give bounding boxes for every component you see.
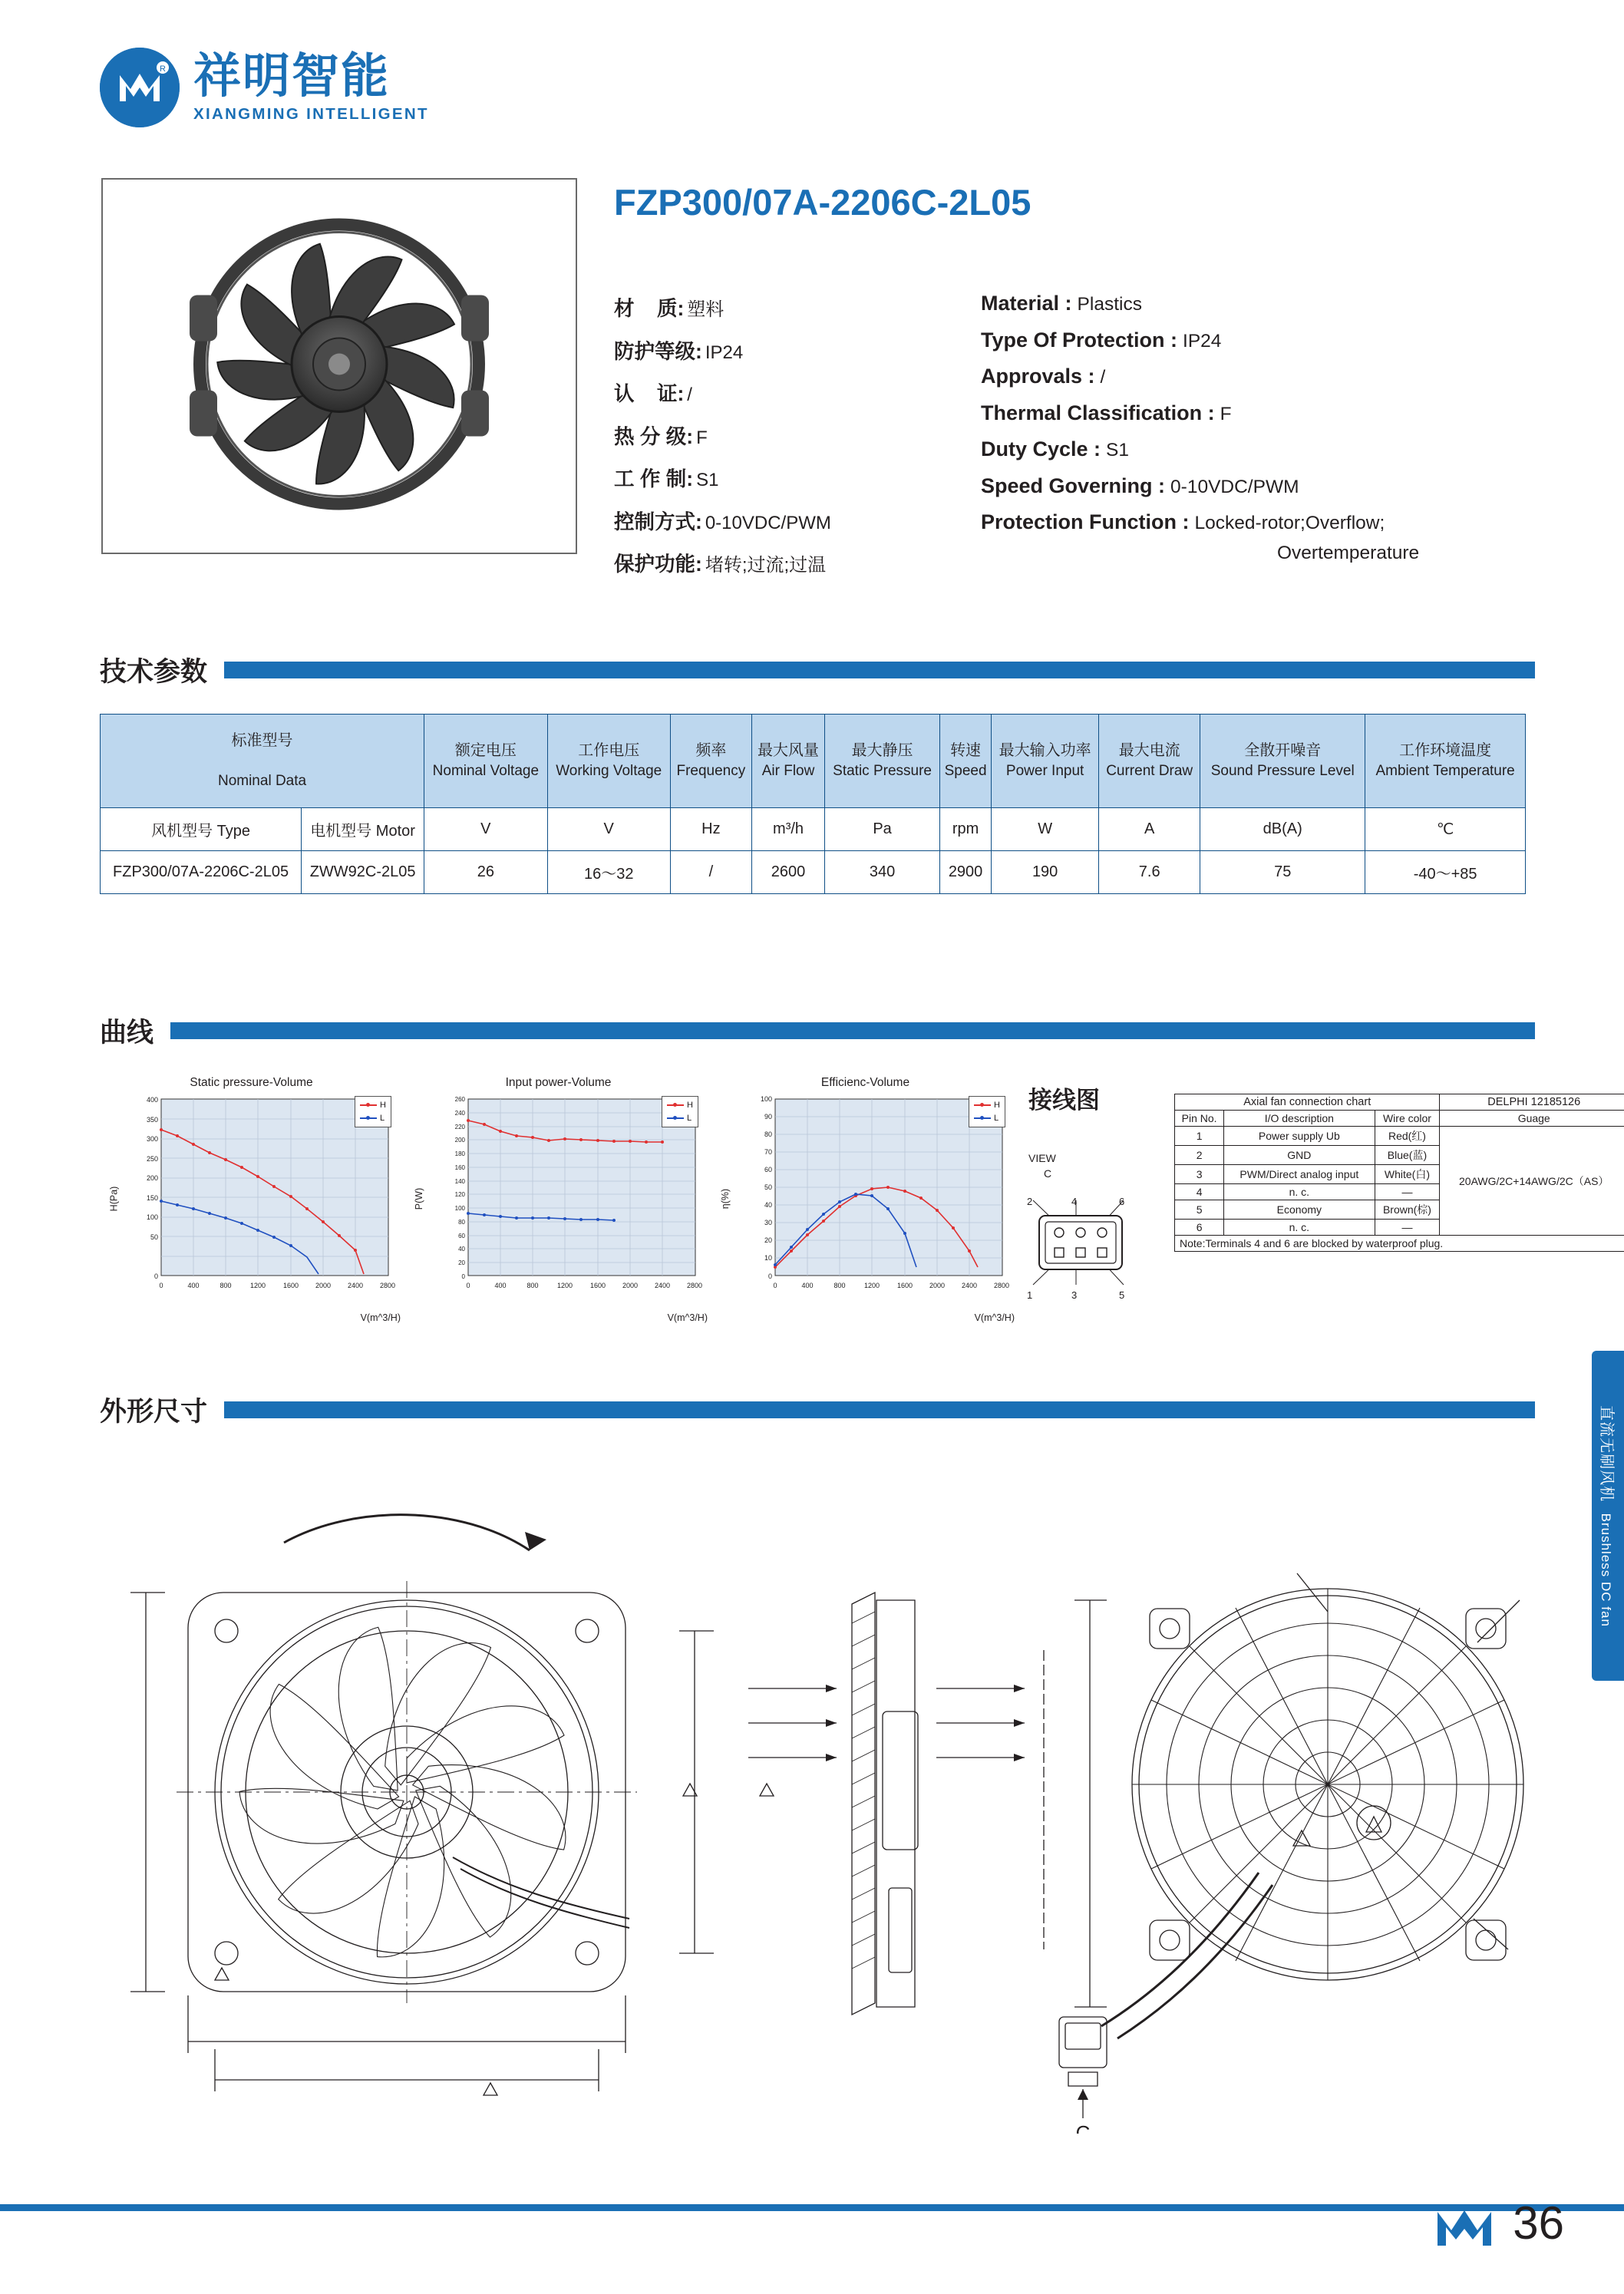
svg-text:2800: 2800 bbox=[379, 1282, 396, 1289]
cell-unit: 电机型号 Motor bbox=[302, 808, 424, 851]
section-header-params bbox=[100, 651, 1535, 689]
svg-text:80: 80 bbox=[458, 1219, 465, 1226]
svg-text:2: 2 bbox=[1027, 1196, 1033, 1207]
legend-label: H bbox=[994, 1101, 1000, 1110]
brand-name-en: XIANGMING INTELLIGENT bbox=[193, 105, 429, 124]
svg-text:90: 90 bbox=[764, 1113, 772, 1121]
legend-label: L bbox=[380, 1113, 385, 1123]
section-label-c: C bbox=[1075, 2121, 1091, 2134]
svg-text:220: 220 bbox=[454, 1124, 465, 1130]
section-rule bbox=[224, 662, 1535, 678]
th-cn: 频率 bbox=[695, 742, 727, 760]
dimension-drawings bbox=[100, 1458, 1543, 2134]
cell-io: GND bbox=[1224, 1146, 1375, 1165]
svg-text:800: 800 bbox=[526, 1282, 539, 1289]
page-title: FZP300/07A-2206C-2L05 bbox=[614, 182, 1032, 223]
spec-value: S1 bbox=[696, 470, 719, 490]
svg-text:200: 200 bbox=[146, 1174, 158, 1182]
th-en: Air Flow bbox=[761, 763, 815, 780]
connection-chart-table bbox=[1174, 1094, 1624, 1252]
cell-value: -40～+85 bbox=[1365, 851, 1526, 894]
connector-pinout-diagram bbox=[1012, 1134, 1165, 1311]
chart-x-label: V(m^3/H) bbox=[360, 1312, 401, 1323]
svg-text:60: 60 bbox=[764, 1166, 772, 1173]
chart-static-pressure bbox=[100, 1076, 403, 1341]
svg-text:50: 50 bbox=[764, 1183, 772, 1191]
cell-unit: Pa bbox=[825, 808, 940, 851]
cell-value: / bbox=[670, 851, 751, 894]
svg-text:2000: 2000 bbox=[315, 1282, 332, 1289]
th-speed bbox=[940, 715, 992, 808]
svg-text:100: 100 bbox=[146, 1213, 158, 1221]
svg-text:R: R bbox=[160, 64, 166, 74]
th-cn: 标准型号 bbox=[231, 732, 293, 750]
brand-logo bbox=[100, 48, 429, 127]
chart-y-label: H(Pa) bbox=[108, 1186, 120, 1212]
svg-text:0: 0 bbox=[153, 1272, 158, 1280]
spec-row-speed-cn bbox=[614, 505, 982, 535]
cell-value: 16～32 bbox=[547, 851, 670, 894]
svg-text:0: 0 bbox=[461, 1273, 465, 1280]
th-static-pressure bbox=[825, 715, 940, 808]
spec-label: Protection Function : bbox=[981, 510, 1190, 533]
svg-text:4: 4 bbox=[1071, 1196, 1078, 1207]
spec-row-protection-cn bbox=[614, 335, 982, 365]
spec-row-duty-en bbox=[981, 437, 1564, 461]
svg-text:1600: 1600 bbox=[896, 1282, 913, 1289]
chart-legend bbox=[969, 1096, 1005, 1127]
cell-pin: 6 bbox=[1175, 1220, 1224, 1236]
spec-label: 保护功能: bbox=[614, 553, 702, 576]
svg-text:40: 40 bbox=[458, 1246, 465, 1253]
spec-value: 堵转;过流;过温 bbox=[705, 555, 827, 576]
th-current-draw bbox=[1099, 715, 1200, 808]
svg-text:2400: 2400 bbox=[347, 1282, 364, 1289]
th-en: Static Pressure bbox=[833, 763, 932, 780]
parameter-table bbox=[100, 714, 1526, 894]
svg-text:150: 150 bbox=[146, 1194, 158, 1202]
th-frequency bbox=[670, 715, 751, 808]
cell-pin: 1 bbox=[1175, 1127, 1224, 1146]
th-en: Nominal Data bbox=[217, 773, 307, 790]
spec-label: Speed Governing : bbox=[981, 474, 1166, 497]
chart-title: Input power-Volume bbox=[505, 1076, 612, 1089]
th-en: Sound Pressure Level bbox=[1210, 763, 1355, 780]
spec-value: / bbox=[687, 385, 692, 405]
spec-value: 0-10VDC/PWM bbox=[1170, 476, 1299, 497]
spec-value: 塑料 bbox=[687, 299, 725, 320]
spec-value: IP24 bbox=[705, 342, 744, 363]
svg-text:0: 0 bbox=[773, 1282, 777, 1289]
spec-row-approvals-cn bbox=[614, 377, 982, 407]
th-cn: 额定电压 bbox=[454, 742, 517, 760]
svg-text:60: 60 bbox=[458, 1233, 465, 1239]
svg-text:VIEW: VIEW bbox=[1028, 1152, 1056, 1164]
cell-color: — bbox=[1375, 1184, 1440, 1200]
cell-unit: dB(A) bbox=[1200, 808, 1365, 851]
spec-label: Thermal Classification : bbox=[981, 401, 1215, 424]
svg-text:10: 10 bbox=[764, 1254, 772, 1262]
svg-text:40: 40 bbox=[764, 1201, 772, 1209]
spec-value: 0-10VDC/PWM bbox=[705, 512, 831, 533]
cell-unit: ℃ bbox=[1365, 808, 1526, 851]
col-gauge: Guage bbox=[1440, 1111, 1624, 1127]
spec-label: 认 证: bbox=[614, 382, 685, 405]
spec-value: F bbox=[1220, 403, 1232, 424]
svg-text:C: C bbox=[1044, 1167, 1052, 1180]
svg-text:300: 300 bbox=[146, 1135, 158, 1143]
chart-legend bbox=[662, 1096, 698, 1127]
legend-label: L bbox=[994, 1113, 999, 1123]
chart-x-label: V(m^3/H) bbox=[667, 1312, 708, 1323]
th-cn: 全散开噪音 bbox=[1244, 742, 1322, 760]
svg-text:1200: 1200 bbox=[556, 1282, 573, 1289]
spec-list-cn bbox=[614, 292, 982, 590]
th-cn: 工作电压 bbox=[578, 742, 640, 760]
table-row-data bbox=[101, 851, 1526, 894]
chart-efficiency bbox=[714, 1076, 1017, 1341]
svg-text:20: 20 bbox=[764, 1236, 772, 1244]
legend-label: H bbox=[687, 1101, 693, 1110]
th-nominal-voltage bbox=[424, 715, 548, 808]
cell-value: 75 bbox=[1200, 851, 1365, 894]
cell-value: 2900 bbox=[940, 851, 992, 894]
m-mark-icon bbox=[1431, 2195, 1497, 2261]
cell-unit: Hz bbox=[670, 808, 751, 851]
svg-text:80: 80 bbox=[764, 1130, 772, 1138]
spec-row-approvals-en bbox=[981, 365, 1564, 388]
svg-text:400: 400 bbox=[494, 1282, 507, 1289]
spec-label: 工 作 制: bbox=[614, 467, 694, 490]
svg-text:3: 3 bbox=[1071, 1289, 1078, 1301]
spec-row-duty-cn bbox=[614, 462, 982, 492]
cell-pin: 4 bbox=[1175, 1184, 1224, 1200]
spec-label: 控制方式: bbox=[614, 510, 702, 533]
cell-value: 26 bbox=[424, 851, 548, 894]
svg-text:1600: 1600 bbox=[589, 1282, 606, 1289]
spec-label: 材 质: bbox=[614, 297, 685, 320]
chart-input-power bbox=[407, 1076, 710, 1341]
svg-text:400: 400 bbox=[146, 1096, 158, 1104]
chart-x-label: V(m^3/H) bbox=[974, 1312, 1015, 1323]
th-en: Frequency bbox=[676, 763, 746, 780]
svg-text:350: 350 bbox=[146, 1116, 158, 1124]
table-row bbox=[1175, 1127, 1624, 1146]
svg-text:2800: 2800 bbox=[993, 1282, 1010, 1289]
svg-text:30: 30 bbox=[764, 1219, 772, 1226]
th-en: Ambient Temperature bbox=[1375, 763, 1515, 780]
spec-label: Approvals : bbox=[981, 365, 1095, 388]
cell-color: Blue(蓝) bbox=[1375, 1146, 1440, 1165]
cell-color: — bbox=[1375, 1220, 1440, 1236]
spec-value: F bbox=[696, 427, 708, 448]
svg-text:120: 120 bbox=[454, 1191, 465, 1198]
th-cn: 最大风量 bbox=[758, 742, 820, 760]
spec-row-thermal-en bbox=[981, 401, 1564, 425]
spec-label: 防护等级: bbox=[614, 339, 702, 363]
th-en: Speed bbox=[944, 763, 987, 780]
chart-y-label: P(W) bbox=[414, 1187, 425, 1210]
cell-unit: A bbox=[1099, 808, 1200, 851]
cell-value: FZP300/07A-2206C-2L05 bbox=[101, 851, 302, 894]
th-cn: 最大静压 bbox=[851, 742, 913, 760]
spec-value-continued: Overtemperature bbox=[1277, 542, 1420, 563]
chart-title: Static pressure-Volume bbox=[190, 1076, 313, 1089]
spec-row-thermal-cn bbox=[614, 420, 982, 450]
legend-label: H bbox=[380, 1101, 386, 1110]
spec-label: Duty Cycle : bbox=[981, 437, 1101, 460]
spec-label: Material : bbox=[981, 292, 1072, 315]
spec-row-protfunc-en bbox=[981, 510, 1564, 534]
col-wire-color: Wire color bbox=[1375, 1111, 1440, 1127]
side-tab-en: Brushless DC fan bbox=[1598, 1513, 1613, 1627]
spec-row-protection-en bbox=[981, 328, 1564, 352]
th-cn: 工作环境温度 bbox=[1399, 742, 1492, 760]
footer-rule bbox=[0, 2204, 1624, 2211]
th-en: Nominal Voltage bbox=[432, 763, 540, 780]
svg-text:800: 800 bbox=[220, 1282, 232, 1289]
spec-value: Locked-rotor;Overflow; bbox=[1194, 513, 1385, 533]
conn-table-code: DELPHI 12185126 bbox=[1440, 1094, 1624, 1111]
svg-text:240: 240 bbox=[454, 1110, 465, 1117]
product-image bbox=[101, 178, 577, 554]
th-cn: 最大输入功率 bbox=[998, 742, 1091, 760]
cell-gauge: 20AWG/2C+14AWG/2C（AS） bbox=[1440, 1127, 1624, 1236]
svg-text:70: 70 bbox=[764, 1148, 772, 1156]
section-title: 技术参数 bbox=[100, 657, 208, 687]
spec-row-material-en bbox=[981, 292, 1564, 315]
cell-unit: V bbox=[424, 808, 548, 851]
cell-unit: V bbox=[547, 808, 670, 851]
section-rule bbox=[170, 1022, 1535, 1039]
cell-unit: W bbox=[992, 808, 1099, 851]
th-ambient-temperature bbox=[1365, 715, 1526, 808]
svg-text:0: 0 bbox=[466, 1282, 470, 1289]
cell-value: 2600 bbox=[751, 851, 824, 894]
cell-io: Economy bbox=[1224, 1200, 1375, 1220]
svg-text:0: 0 bbox=[159, 1282, 163, 1289]
svg-text:2800: 2800 bbox=[686, 1282, 703, 1289]
svg-text:400: 400 bbox=[801, 1282, 814, 1289]
chart-legend bbox=[355, 1096, 391, 1127]
spec-value: IP24 bbox=[1183, 330, 1222, 352]
cell-unit: rpm bbox=[940, 808, 992, 851]
page-number: 36 bbox=[1513, 2197, 1564, 2249]
cell-value: 340 bbox=[825, 851, 940, 894]
svg-text:20: 20 bbox=[458, 1259, 465, 1266]
th-nominal-data bbox=[101, 715, 424, 808]
section-header-curves bbox=[100, 1012, 1535, 1050]
table-row-header bbox=[1175, 1111, 1624, 1127]
spec-label: Type Of Protection : bbox=[981, 328, 1178, 352]
svg-text:250: 250 bbox=[146, 1155, 158, 1163]
cell-value: 190 bbox=[992, 851, 1099, 894]
th-power-input bbox=[992, 715, 1099, 808]
th-en: Current Draw bbox=[1106, 763, 1193, 780]
spec-row-protfunc-cn bbox=[614, 547, 982, 577]
svg-text:50: 50 bbox=[150, 1233, 158, 1241]
svg-text:2000: 2000 bbox=[622, 1282, 639, 1289]
th-en: Power Input bbox=[1005, 763, 1084, 780]
th-cn: 转速 bbox=[950, 742, 982, 760]
svg-text:800: 800 bbox=[833, 1282, 846, 1289]
cell-color: Brown(棕) bbox=[1375, 1200, 1440, 1220]
cell-color: White(白) bbox=[1375, 1165, 1440, 1184]
cell-pin: 5 bbox=[1175, 1200, 1224, 1220]
cell-io: n. c. bbox=[1224, 1184, 1375, 1200]
section-title: 曲线 bbox=[100, 1018, 154, 1048]
svg-text:1200: 1200 bbox=[863, 1282, 880, 1289]
section-title: 外形尺寸 bbox=[100, 1397, 208, 1427]
svg-text:0: 0 bbox=[767, 1272, 772, 1280]
svg-text:260: 260 bbox=[454, 1096, 465, 1103]
section-rule bbox=[224, 1401, 1535, 1418]
svg-text:180: 180 bbox=[454, 1150, 465, 1157]
cell-pin: 2 bbox=[1175, 1146, 1224, 1165]
chart-title: Efficienc-Volume bbox=[820, 1076, 910, 1089]
svg-text:1600: 1600 bbox=[282, 1282, 299, 1289]
legend-label: L bbox=[687, 1113, 692, 1123]
conn-table-note: Note:Terminals 4 and 6 are blocked by waterproof plug. bbox=[1175, 1236, 1624, 1252]
svg-text:1: 1 bbox=[1027, 1289, 1033, 1301]
svg-text:400: 400 bbox=[187, 1282, 200, 1289]
spec-list-en bbox=[981, 292, 1564, 564]
table-row-title bbox=[1175, 1094, 1624, 1111]
th-air-flow bbox=[751, 715, 824, 808]
brand-name-cn: 祥明智能 bbox=[193, 49, 391, 103]
svg-text:2400: 2400 bbox=[654, 1282, 671, 1289]
svg-text:160: 160 bbox=[454, 1164, 465, 1171]
table-row-note bbox=[1175, 1236, 1624, 1252]
col-io-description: I/O description bbox=[1224, 1111, 1375, 1127]
spec-label: 热 分 级: bbox=[614, 424, 694, 448]
conn-table-title: Axial fan connection chart bbox=[1175, 1094, 1440, 1111]
cell-io: Power supply Ub bbox=[1224, 1127, 1375, 1146]
svg-text:1200: 1200 bbox=[249, 1282, 266, 1289]
cell-value: ZWW92C-2L05 bbox=[302, 851, 424, 894]
svg-text:2000: 2000 bbox=[929, 1282, 946, 1289]
svg-text:100: 100 bbox=[454, 1205, 465, 1212]
th-sound-pressure bbox=[1200, 715, 1365, 808]
svg-text:200: 200 bbox=[454, 1137, 465, 1144]
cell-io: n. c. bbox=[1224, 1220, 1375, 1236]
side-tab-category bbox=[1592, 1351, 1624, 1681]
cell-pin: 3 bbox=[1175, 1165, 1224, 1184]
circular-m-logo-icon bbox=[100, 48, 180, 127]
spec-row-speed-en bbox=[981, 474, 1564, 498]
cell-unit: m³/h bbox=[751, 808, 824, 851]
wiring-diagram-title: 接线图 bbox=[1028, 1087, 1100, 1114]
col-pin-no: Pin No. bbox=[1175, 1111, 1224, 1127]
svg-text:6: 6 bbox=[1119, 1196, 1125, 1207]
spec-value: Plastics bbox=[1077, 294, 1142, 315]
section-header-dimensions bbox=[100, 1391, 1535, 1429]
cell-color: Red(红) bbox=[1375, 1127, 1440, 1146]
th-en: Working Voltage bbox=[556, 763, 662, 780]
svg-text:100: 100 bbox=[760, 1095, 772, 1103]
th-cn: 最大电流 bbox=[1118, 742, 1180, 760]
svg-text:2400: 2400 bbox=[961, 1282, 978, 1289]
spec-row-material-cn bbox=[614, 292, 982, 322]
th-working-voltage bbox=[547, 715, 670, 808]
svg-text:5: 5 bbox=[1119, 1289, 1125, 1301]
svg-text:140: 140 bbox=[454, 1178, 465, 1185]
cell-unit: 风机型号 Type bbox=[101, 808, 302, 851]
spec-value: / bbox=[1100, 367, 1106, 388]
chart-y-label: η(%) bbox=[720, 1188, 731, 1210]
cell-io: PWM/Direct analog input bbox=[1224, 1165, 1375, 1184]
side-tab-cn: 直流无刷风机 bbox=[1597, 1404, 1615, 1502]
spec-value: S1 bbox=[1106, 440, 1130, 460]
cell-value: 7.6 bbox=[1099, 851, 1200, 894]
table-row-units bbox=[101, 808, 1526, 851]
